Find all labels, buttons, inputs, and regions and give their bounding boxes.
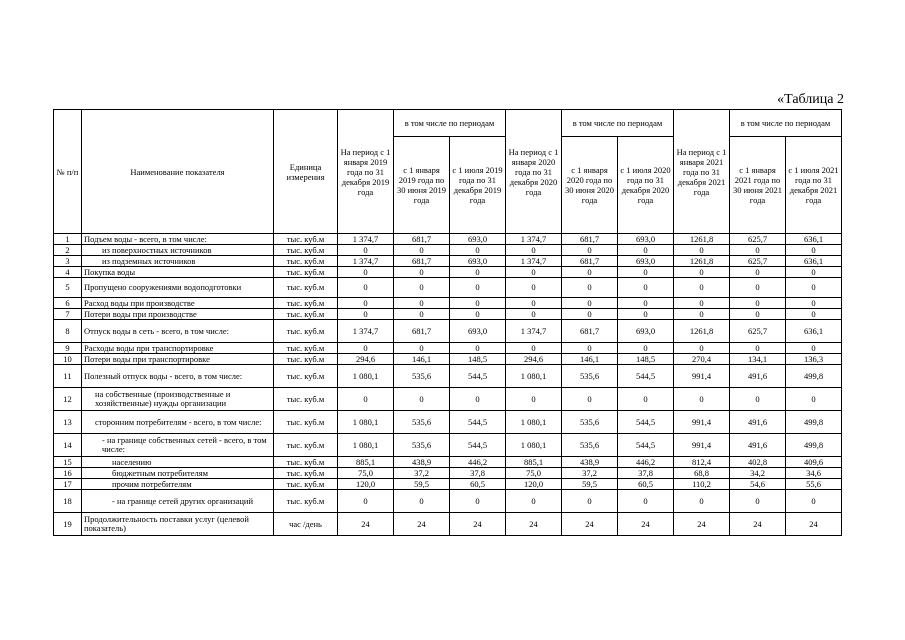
row-value: 544,5: [618, 434, 674, 457]
row-value: 1 080,1: [338, 434, 394, 457]
row-number: 12: [54, 388, 82, 411]
header-h1-2019: с 1 января 2019 года по 30 июня 2019 года: [394, 137, 450, 234]
header-period-2019: На период с 1 января 2019 года по 31 декабря 2019 года: [338, 110, 394, 234]
row-value: 37,8: [618, 468, 674, 479]
row-indicator-name: - на границе сетей других организаций: [82, 490, 274, 513]
row-value: 60,5: [618, 479, 674, 490]
row-value: 0: [394, 343, 450, 354]
row-value: 0: [674, 245, 730, 256]
row-value: 681,7: [562, 320, 618, 343]
row-value: 24: [730, 513, 786, 536]
row-indicator-name: Потери воды при производстве: [82, 309, 274, 320]
row-number: 5: [54, 278, 82, 298]
header-num: № п/п: [54, 110, 82, 234]
row-value: 148,5: [450, 354, 506, 365]
row-value: 0: [618, 343, 674, 354]
row-value: 693,0: [618, 320, 674, 343]
row-value: 0: [338, 309, 394, 320]
header-h2-2019: с 1 июля 2019 года по 31 декабря 2019 года: [450, 137, 506, 234]
row-value: 0: [674, 343, 730, 354]
row-value: 59,5: [562, 479, 618, 490]
row-value: 0: [506, 490, 562, 513]
row-value: 0: [730, 490, 786, 513]
row-value: 438,9: [562, 457, 618, 468]
row-value: 0: [562, 388, 618, 411]
row-value: 625,7: [730, 320, 786, 343]
row-value: 0: [786, 278, 842, 298]
row-value: 75,0: [338, 468, 394, 479]
row-value: 693,0: [618, 234, 674, 245]
row-number: 9: [54, 343, 82, 354]
row-number: 17: [54, 479, 82, 490]
row-unit: тыс. куб.м: [274, 434, 338, 457]
row-value: 0: [674, 267, 730, 278]
row-number: 18: [54, 490, 82, 513]
row-value: 991,4: [674, 365, 730, 388]
row-value: 136,3: [786, 354, 842, 365]
row-value: 0: [730, 388, 786, 411]
row-value: 0: [674, 490, 730, 513]
row-value: 1 080,1: [338, 365, 394, 388]
row-value: 55,6: [786, 479, 842, 490]
row-value: 0: [674, 388, 730, 411]
row-value: 535,6: [562, 365, 618, 388]
row-value: 693,0: [450, 256, 506, 267]
row-indicator-name: Продолжительность поставки услуг (целевой показатель): [82, 513, 274, 536]
row-value: 0: [506, 267, 562, 278]
row-indicator-name: Пропущено сооружениями водоподготовки: [82, 278, 274, 298]
row-value: 59,5: [394, 479, 450, 490]
row-value: 24: [674, 513, 730, 536]
row-value: 535,6: [394, 434, 450, 457]
row-value: 0: [618, 490, 674, 513]
row-value: 54,6: [730, 479, 786, 490]
row-value: 0: [338, 490, 394, 513]
row-number: 8: [54, 320, 82, 343]
row-value: 0: [394, 298, 450, 309]
row-value: 812,4: [674, 457, 730, 468]
row-value: 491,6: [730, 411, 786, 434]
table-row: [54, 256, 842, 267]
header-h1-2021: с 1 января 2021 года по 30 июня 2021 года: [730, 137, 786, 234]
row-value: 1 374,7: [506, 234, 562, 245]
row-value: 0: [450, 309, 506, 320]
table-row: [54, 411, 842, 434]
row-indicator-name: сторонним потребителям - всего, в том числе:: [82, 411, 274, 434]
row-unit: тыс. куб.м: [274, 256, 338, 267]
row-value: 544,5: [450, 411, 506, 434]
row-value: 535,6: [394, 411, 450, 434]
row-value: 37,2: [394, 468, 450, 479]
row-value: 0: [618, 309, 674, 320]
row-value: 681,7: [562, 234, 618, 245]
table-row: [54, 354, 842, 365]
table-row: [54, 234, 842, 245]
table-caption: «Таблица 2: [777, 92, 844, 107]
row-number: 3: [54, 256, 82, 267]
row-value: 0: [730, 267, 786, 278]
header-name: Наименование показателя: [82, 110, 274, 234]
row-value: 0: [562, 245, 618, 256]
row-value: 0: [730, 343, 786, 354]
row-number: 10: [54, 354, 82, 365]
row-unit: тыс. куб.м: [274, 490, 338, 513]
row-value: 146,1: [394, 354, 450, 365]
row-unit: тыс. куб.м: [274, 354, 338, 365]
row-value: 24: [450, 513, 506, 536]
row-value: 1 080,1: [338, 411, 394, 434]
row-value: 693,0: [450, 320, 506, 343]
row-value: 636,1: [786, 256, 842, 267]
row-indicator-name: прочим потребителям: [82, 479, 274, 490]
table-row: [54, 479, 842, 490]
row-value: 0: [730, 245, 786, 256]
row-unit: тыс. куб.м: [274, 234, 338, 245]
row-indicator-name: Подъем воды - всего, в том числе:: [82, 234, 274, 245]
row-number: 6: [54, 298, 82, 309]
row-value: 0: [562, 267, 618, 278]
row-value: 0: [394, 245, 450, 256]
row-value: 0: [618, 278, 674, 298]
row-value: 1261,8: [674, 320, 730, 343]
row-value: 0: [338, 298, 394, 309]
row-value: 491,6: [730, 434, 786, 457]
row-indicator-name: Отпуск воды в сеть - всего, в том числе:: [82, 320, 274, 343]
row-value: 0: [450, 298, 506, 309]
header-h2-2020: с 1 июля 2020 года по 31 декабря 2020 года: [618, 137, 674, 234]
row-value: 0: [338, 343, 394, 354]
row-unit: тыс. куб.м: [274, 267, 338, 278]
row-value: 446,2: [618, 457, 674, 468]
table-row: [54, 365, 842, 388]
row-value: 625,7: [730, 256, 786, 267]
row-value: 1 374,7: [338, 234, 394, 245]
row-value: 120,0: [338, 479, 394, 490]
row-value: 0: [674, 298, 730, 309]
row-value: 0: [394, 490, 450, 513]
table-row: [54, 388, 842, 411]
row-unit: час /день: [274, 513, 338, 536]
header-period-2020: На период с 1 января 2020 года по 31 декабря 2020 года: [506, 110, 562, 234]
row-indicator-name: населению: [82, 457, 274, 468]
row-value: 636,1: [786, 234, 842, 245]
row-value: 0: [506, 309, 562, 320]
row-number: 19: [54, 513, 82, 536]
row-value: 681,7: [394, 320, 450, 343]
row-number: 4: [54, 267, 82, 278]
row-value: 24: [394, 513, 450, 536]
row-value: 0: [730, 278, 786, 298]
row-value: 499,8: [786, 365, 842, 388]
row-unit: тыс. куб.м: [274, 468, 338, 479]
row-value: 625,7: [730, 234, 786, 245]
row-value: 0: [394, 309, 450, 320]
row-value: 0: [618, 388, 674, 411]
row-value: 0: [730, 309, 786, 320]
row-indicator-name: Полезный отпуск воды - всего, в том числе:: [82, 365, 274, 388]
row-indicator-name: Покупка воды: [82, 267, 274, 278]
row-value: 24: [506, 513, 562, 536]
row-value: 1 374,7: [506, 320, 562, 343]
row-value: 146,1: [562, 354, 618, 365]
row-value: 0: [506, 388, 562, 411]
row-number: 1: [54, 234, 82, 245]
row-value: 1 080,1: [506, 411, 562, 434]
row-number: 16: [54, 468, 82, 479]
row-value: 544,5: [618, 365, 674, 388]
row-value: 75,0: [506, 468, 562, 479]
row-value: 1 080,1: [506, 365, 562, 388]
row-unit: тыс. куб.м: [274, 245, 338, 256]
row-unit: тыс. куб.м: [274, 343, 338, 354]
row-indicator-name: Расход воды при производстве: [82, 298, 274, 309]
row-number: 14: [54, 434, 82, 457]
row-value: 270,4: [674, 354, 730, 365]
table-row: [54, 278, 842, 298]
row-value: 1 374,7: [338, 256, 394, 267]
row-value: 110,2: [674, 479, 730, 490]
row-value: 294,6: [338, 354, 394, 365]
row-value: 446,2: [450, 457, 506, 468]
table-row: [54, 457, 842, 468]
row-value: 0: [338, 267, 394, 278]
row-value: 1 374,7: [506, 256, 562, 267]
row-value: 499,8: [786, 411, 842, 434]
row-value: 636,1: [786, 320, 842, 343]
table-row: [54, 434, 842, 457]
row-value: 991,4: [674, 411, 730, 434]
row-value: 134,1: [730, 354, 786, 365]
row-value: 0: [394, 278, 450, 298]
row-value: 0: [786, 267, 842, 278]
header-incl-2021: в том числе по периодам: [730, 110, 842, 137]
row-value: 499,8: [786, 434, 842, 457]
header-period-2021: На период с 1 января 2021 года по 31 декабря 2021 года: [674, 110, 730, 234]
row-value: 544,5: [618, 411, 674, 434]
row-value: 24: [562, 513, 618, 536]
row-value: 0: [618, 267, 674, 278]
row-value: 0: [450, 245, 506, 256]
row-number: 7: [54, 309, 82, 320]
header-incl-2019: в том числе по периодам: [394, 110, 506, 137]
row-value: 0: [506, 343, 562, 354]
water-balance-table: [53, 109, 842, 536]
table-row: [54, 309, 842, 320]
header-incl-2020: в том числе по периодам: [562, 110, 674, 137]
header-h1-2020: с 1 января 2020 года по 30 июня 2020 года: [562, 137, 618, 234]
row-value: 0: [338, 278, 394, 298]
row-value: 0: [450, 267, 506, 278]
row-value: 0: [394, 388, 450, 411]
row-unit: тыс. куб.м: [274, 278, 338, 298]
row-value: 402,8: [730, 457, 786, 468]
table-body: [54, 234, 842, 536]
row-value: 885,1: [506, 457, 562, 468]
row-indicator-name: из подземных источников: [82, 256, 274, 267]
row-unit: тыс. куб.м: [274, 479, 338, 490]
row-value: 0: [730, 298, 786, 309]
row-number: 2: [54, 245, 82, 256]
row-value: 0: [450, 490, 506, 513]
row-value: 0: [338, 245, 394, 256]
table-header: [54, 110, 842, 234]
row-unit: тыс. куб.м: [274, 309, 338, 320]
row-value: 1 080,1: [506, 434, 562, 457]
row-value: 0: [618, 245, 674, 256]
row-value: 491,6: [730, 365, 786, 388]
row-unit: тыс. куб.м: [274, 320, 338, 343]
table-row: [54, 298, 842, 309]
row-value: 885,1: [338, 457, 394, 468]
row-value: 544,5: [450, 434, 506, 457]
row-value: 409,6: [786, 457, 842, 468]
row-value: 0: [562, 278, 618, 298]
row-value: 24: [786, 513, 842, 536]
header-unit: Единица измерения: [274, 110, 338, 234]
row-value: 68,8: [674, 468, 730, 479]
row-unit: тыс. куб.м: [274, 411, 338, 434]
row-unit: тыс. куб.м: [274, 457, 338, 468]
row-indicator-name: Расходы воды при транспортировке: [82, 343, 274, 354]
row-indicator-name: из поверхностных источников: [82, 245, 274, 256]
row-value: 438,9: [394, 457, 450, 468]
row-value: 681,7: [394, 234, 450, 245]
row-value: 0: [786, 245, 842, 256]
row-value: 0: [786, 309, 842, 320]
row-value: 0: [786, 490, 842, 513]
row-value: 0: [674, 278, 730, 298]
row-value: 0: [450, 343, 506, 354]
row-value: 1 374,7: [338, 320, 394, 343]
row-value: 693,0: [618, 256, 674, 267]
row-value: 0: [450, 278, 506, 298]
row-value: 0: [618, 298, 674, 309]
row-value: 693,0: [450, 234, 506, 245]
row-value: 991,4: [674, 434, 730, 457]
row-number: 11: [54, 365, 82, 388]
row-number: 13: [54, 411, 82, 434]
row-value: 681,7: [562, 256, 618, 267]
row-value: 0: [786, 343, 842, 354]
row-value: 0: [338, 388, 394, 411]
row-value: 0: [450, 388, 506, 411]
table-row: [54, 490, 842, 513]
row-value: 37,2: [562, 468, 618, 479]
row-value: 0: [506, 298, 562, 309]
row-value: 0: [786, 388, 842, 411]
row-indicator-name: бюджетным потребителям: [82, 468, 274, 479]
row-indicator-name: - на границе собственных сетей - всего, в том числе:: [82, 434, 274, 457]
row-value: 294,6: [506, 354, 562, 365]
row-value: 0: [562, 298, 618, 309]
row-value: 535,6: [562, 411, 618, 434]
row-value: 0: [786, 298, 842, 309]
row-unit: тыс. куб.м: [274, 298, 338, 309]
row-value: 535,6: [394, 365, 450, 388]
table-row: [54, 513, 842, 536]
row-value: 544,5: [450, 365, 506, 388]
row-value: 535,6: [562, 434, 618, 457]
row-value: 148,5: [618, 354, 674, 365]
row-value: 37,8: [450, 468, 506, 479]
row-value: 120,0: [506, 479, 562, 490]
row-value: 0: [506, 278, 562, 298]
row-unit: тыс. куб.м: [274, 365, 338, 388]
row-value: 681,7: [394, 256, 450, 267]
row-value: 34,2: [730, 468, 786, 479]
row-value: 0: [562, 343, 618, 354]
table-row: [54, 343, 842, 354]
table-row: [54, 267, 842, 278]
row-value: 0: [394, 267, 450, 278]
table-row: [54, 468, 842, 479]
row-unit: тыс. куб.м: [274, 388, 338, 411]
row-value: 1261,8: [674, 234, 730, 245]
row-indicator-name: Потери воды при транспортировке: [82, 354, 274, 365]
row-value: 60,5: [450, 479, 506, 490]
table-row: [54, 245, 842, 256]
row-value: 0: [562, 309, 618, 320]
table-row: [54, 320, 842, 343]
row-value: 0: [674, 309, 730, 320]
header-h2-2021: с 1 июля 2021 года по 31 декабря 2021 года: [786, 137, 842, 234]
row-value: 24: [618, 513, 674, 536]
row-number: 15: [54, 457, 82, 468]
row-value: 0: [506, 245, 562, 256]
row-value: 0: [562, 490, 618, 513]
row-value: 1261,8: [674, 256, 730, 267]
row-value: 24: [338, 513, 394, 536]
row-value: 34,6: [786, 468, 842, 479]
row-indicator-name: на собственные (производственные и хозяйственные) нужды организации: [82, 388, 274, 411]
